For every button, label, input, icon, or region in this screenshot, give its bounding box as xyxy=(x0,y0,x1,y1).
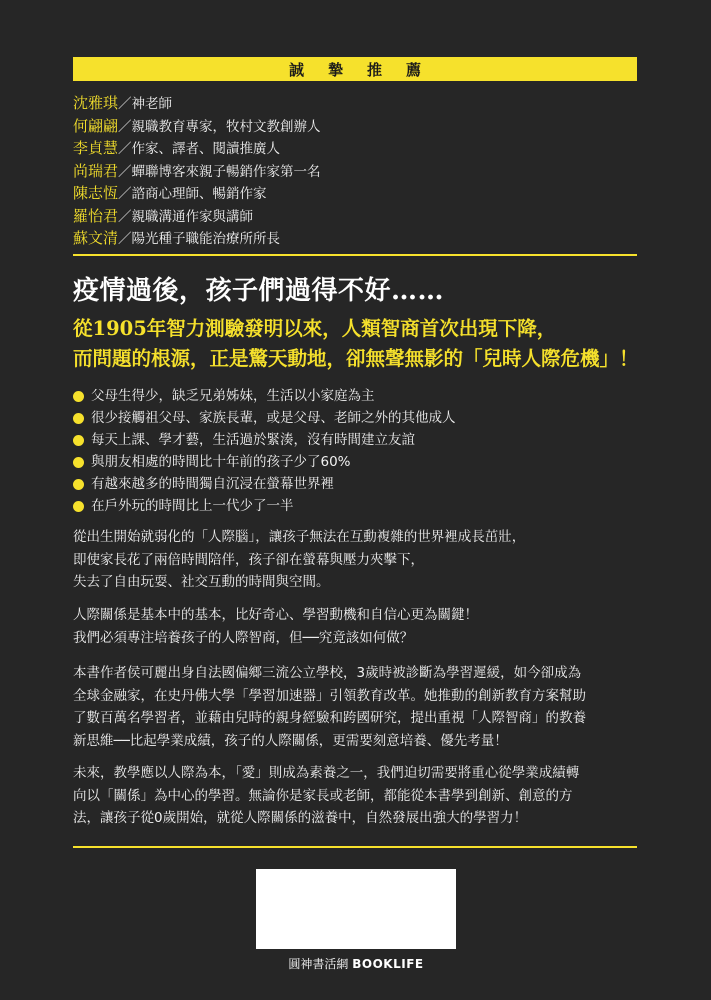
paragraph-line: 我們必須專注培養孩子的人際智商，但──究竟該如何做？ xyxy=(73,629,414,646)
separator: ／ xyxy=(118,231,132,247)
recommender-name: 陳志恆 xyxy=(73,184,119,202)
separator: ／ xyxy=(118,208,132,225)
recommender-title: 親職教育專家，牧村文教創辦人 xyxy=(131,118,321,135)
recommender-title: 作家、譯者、閱讀推廣人 xyxy=(131,141,281,157)
paragraph-line: 即使家長花了兩倍時間陪伴，孩子卻在螢幕與壓力夾擊下， xyxy=(73,551,424,568)
recommender-name: 尚瑞君 xyxy=(73,161,119,180)
recommender-title: 陽光種子職能治療所所長 xyxy=(131,231,281,247)
recommender-item xyxy=(73,205,321,228)
recommender-name: 李貞慧 xyxy=(73,139,119,157)
bullet-dot-icon xyxy=(73,457,84,468)
bullet-dot-icon xyxy=(73,501,84,512)
paragraph-line: 人際關係是基本中的基本，比好奇心、學習動機和自信心更為關鍵！ xyxy=(73,607,478,623)
bullet-item xyxy=(73,407,456,429)
bullet-text: 很少接觸祖父母、家族長輩，或是父母、老師之外的其他成人 xyxy=(91,410,456,426)
recommender-name: 沈雅琪 xyxy=(73,94,119,112)
bullet-item xyxy=(73,473,456,495)
recommender-title: 神老師 xyxy=(131,96,173,112)
paragraph-line: 本書作者侯可麗出身自法國偏鄉三流公立學校，3歲時被診斷為學習遲緩，如今卻成為 xyxy=(73,665,582,681)
bullet-text: 在戶外玩的時間比上一代少了一半 xyxy=(91,498,294,514)
bullet-item xyxy=(73,385,456,407)
divider xyxy=(73,254,637,256)
bullet-item xyxy=(73,429,456,451)
publisher-brand: BOOKLIFE xyxy=(352,957,424,971)
bullet-item xyxy=(73,451,456,473)
recommender-item xyxy=(73,137,321,160)
separator: ／ xyxy=(118,141,132,157)
subheadline-line: 而問題的根源，正是驚天動地，卻無聲無影的「兒時人際危機」！ xyxy=(73,347,639,370)
recommender-list xyxy=(73,92,321,250)
paragraph-line: 新思維──比起學業成績，孩子的人際關係，更需要刻意培養、優先考量！ xyxy=(73,732,508,749)
body-paragraph xyxy=(73,604,643,649)
separator: ／ xyxy=(118,118,132,135)
paragraph-line: 失去了自由玩耍、社交互動的時間與空間。 xyxy=(73,574,330,591)
publisher-name: 圓神書活網 xyxy=(288,957,349,971)
bullet-text: 有越來越多的時間獨自沉浸在螢幕世界裡 xyxy=(91,476,334,492)
separator: ／ xyxy=(118,186,132,202)
recommender-title: 蟬聯博客來親子暢銷作家第一名 xyxy=(131,163,321,180)
barcode-area xyxy=(256,869,456,949)
recommender-title: 親職溝通作家與講師 xyxy=(131,208,254,225)
recommendation-banner xyxy=(73,57,637,81)
bullet-dot-icon xyxy=(73,435,84,446)
paragraph-line: 了數百萬名學習者，並藉由兒時的親身經驗和跨國研究，提出重視「人際智商」的教養 xyxy=(73,710,586,727)
body-paragraph xyxy=(73,526,643,594)
bullet-text: 與朋友相處的時間比十年前的孩子少了60% xyxy=(91,454,351,470)
recommender-item xyxy=(73,92,321,115)
bullet-text: 每天上課、學才藝，生活過於緊湊，沒有時間建立友誼 xyxy=(91,432,415,448)
bullet-list xyxy=(73,385,456,517)
separator: ／ xyxy=(118,96,132,112)
body-paragraph xyxy=(73,762,643,830)
bullet-text: 父母生得少，缺乏兄弟姊妹，生活以小家庭為主 xyxy=(91,388,375,404)
subheadline-line: 從1905年智力測驗發明以來，人類智商首次出現下降， xyxy=(73,317,557,340)
recommender-name: 何翩翩 xyxy=(73,116,119,135)
divider xyxy=(73,846,637,848)
bullet-dot-icon xyxy=(73,479,84,490)
recommender-item xyxy=(73,182,321,205)
paragraph-line: 全球金融家，在史丹佛大學「學習加速器」引領教育改革。她推動的創新教育方案幫助 xyxy=(73,687,586,704)
publisher-logo xyxy=(256,955,456,972)
recommender-title: 諮商心理師、暢銷作家 xyxy=(131,186,267,202)
paragraph-line: 法，讓孩子從0歲開始，就從人際關係的滋養中，自然發展出強大的學習力！ xyxy=(73,810,528,827)
paragraph-line: 向以「關係」為中心的學習。無論你是家長或老師，都能從本書學到創新、創意的方 xyxy=(73,787,573,804)
banner-title: 誠摯推薦 xyxy=(288,60,445,79)
bullet-item xyxy=(73,495,456,517)
recommender-item xyxy=(73,227,321,250)
recommender-name: 羅怡君 xyxy=(73,206,119,225)
paragraph-line: 未來，教學應以人際為本，「愛」則成為素養之一，我們迫切需要將重心從學業成績轉 xyxy=(73,765,580,781)
recommender-item xyxy=(73,115,321,138)
bullet-dot-icon xyxy=(73,391,84,402)
separator: ／ xyxy=(118,163,132,180)
subheadline xyxy=(73,314,639,374)
bullet-dot-icon xyxy=(73,413,84,424)
recommender-item xyxy=(73,160,321,183)
paragraph-line: 從出生開始就弱化的「人際腦」，讓孩子無法在互動複雜的世界裡成長茁壯， xyxy=(73,529,526,545)
body-paragraph xyxy=(73,662,643,752)
headline: 疫情過後，孩子們過得不好…… xyxy=(73,276,445,306)
recommender-name: 蘇文清 xyxy=(73,229,119,247)
